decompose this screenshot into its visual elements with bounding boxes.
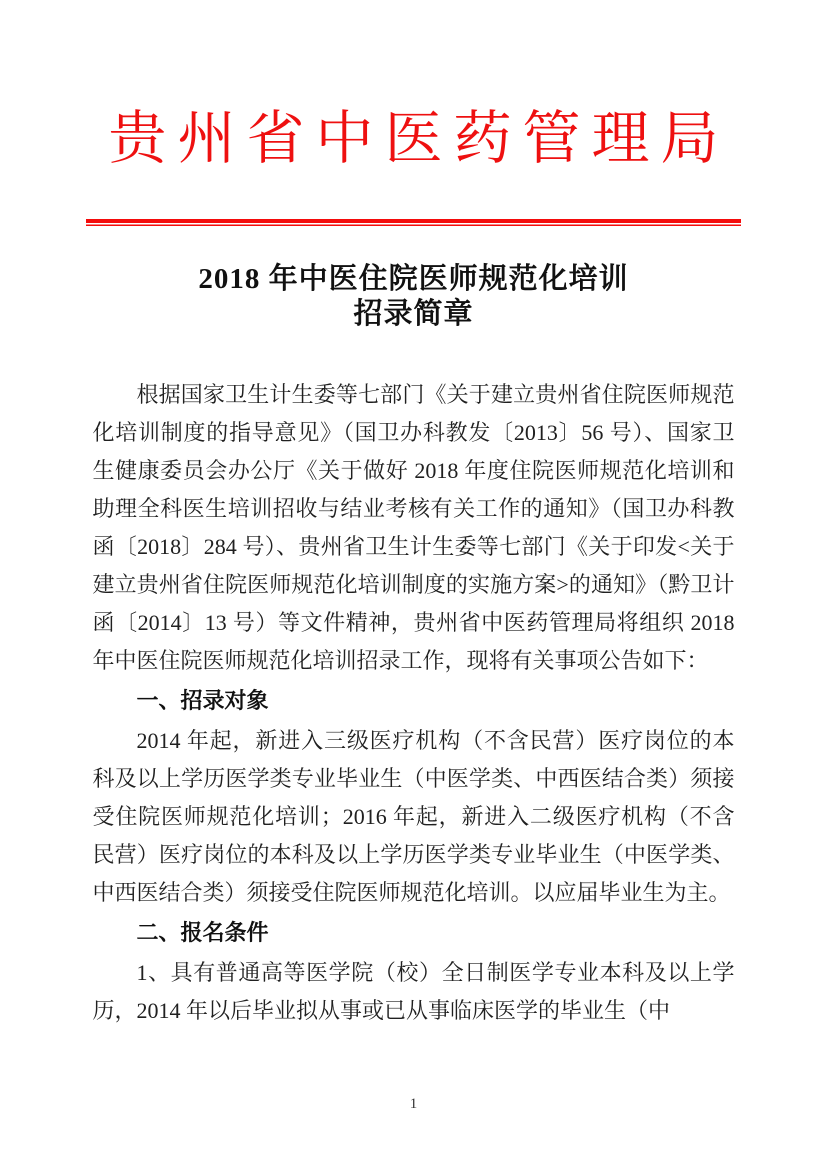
section-paragraph-recruitment-targets: 2014 年起，新进入三级医疗机构（不含民营）医疗岗位的本科及以上学历医学类专业毕业生（中医学类、中西医结合类）须接受住院医师规范化培训；2016 年起，新进入二级医疗机构（不含民营）医疗岗位的本科及以上学历医学类专业毕业生（中医学类、中西医结合类）须接受住院医师规范化培训。以应届毕业生为主。 [92,728,735,905]
agency-title: 贵州省中医药管理局 [108,106,730,171]
red-divider-line [86,219,741,226]
document-title [0,262,827,332]
letterhead [0,0,827,226]
page-footer [0,1095,827,1113]
section-heading-recruitment-targets: 一、招录对象 [136,688,269,713]
document-body [93,376,735,1030]
document-title-line1: 2018 年中医住院医师规范化培训 [198,263,629,295]
section-paragraph-application-requirements: 1、具有普通高等医学院（校）全日制医学专业本科及以上学历，2014 年以后毕业拟从事或已从事临床医学的毕业生（中 [92,960,735,1023]
document-title-line2: 招录简章 [353,298,474,330]
intro-paragraph: 根据国家卫生计生委等七部门《关于建立贵州省住院医师规范化培训制度的指导意见》（国卫办科教发〔2013〕56 号）、国家卫生健康委员会办公厅《关于做好 2018 年度住院医师规范化培训和助理全科医生培训招收与结业考核有关工作的通知》（国卫办科教函〔2018〕284 号）、贵州省卫生计生委等七部门《关于印发<关于建立贵州省住院医师规范化培训制度的实施方案>的通知》（黔卫计函〔2014〕13 号）等文件精神，贵州省中医药管理局将组织 2018 年中医住院医师规范化培训招录工作，现将有关事项公告如下： [92,382,735,673]
section-heading-application-requirements: 二、报名条件 [136,920,269,945]
page-number: 1 [409,1096,418,1112]
